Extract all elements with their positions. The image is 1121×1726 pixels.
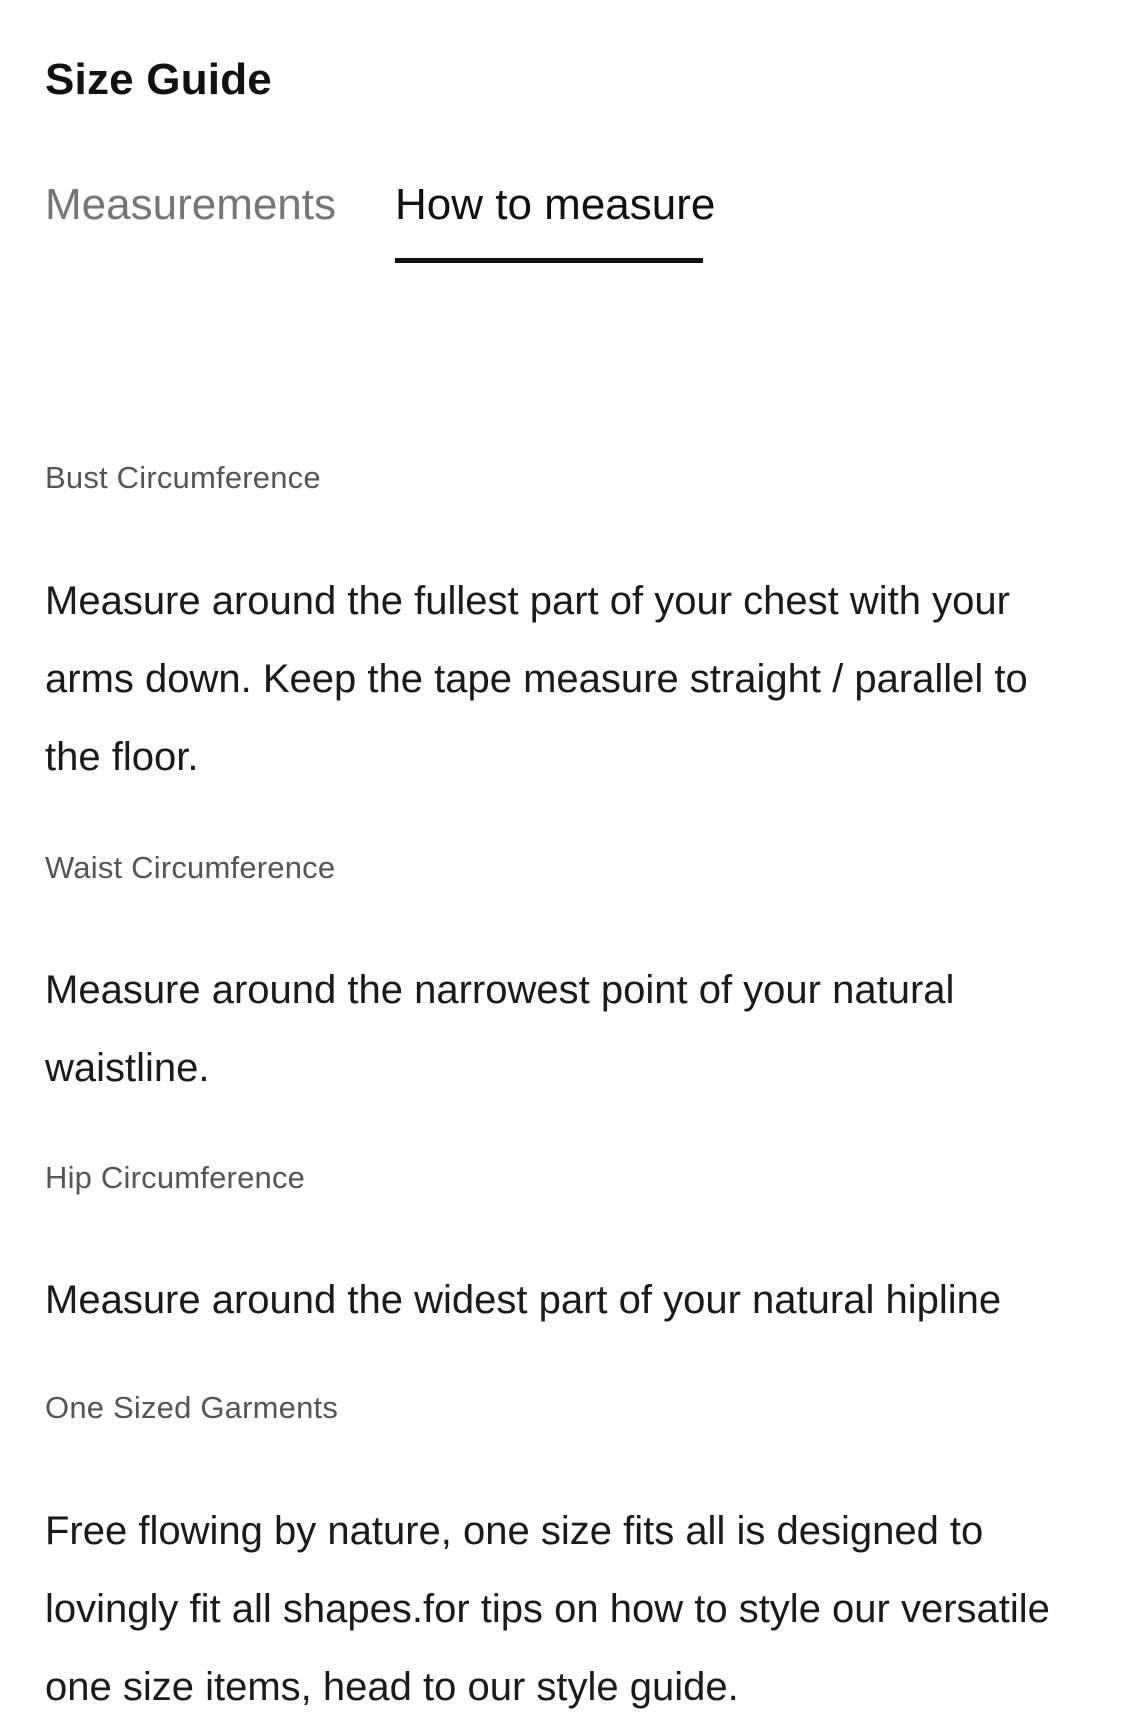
tab-how-to-measure[interactable]: How to measure [395, 175, 715, 235]
one-size-heading: One Sized Garments [45, 1390, 339, 1425]
close-button[interactable] [1026, 30, 1076, 140]
waist-description: Measure around the narrowest point of your natural waistline. [45, 968, 955, 1090]
active-tab-indicator [395, 258, 703, 263]
bust-description: Measure around the fullest part of your chest with your arms down. Keep the tape measure straight / parallel to the floor. [45, 579, 1028, 779]
tab-measurements[interactable]: Measurements [45, 175, 336, 235]
page-title: Size Guide [45, 55, 272, 104]
bust-heading: Bust Circumference [45, 460, 321, 495]
hip-description: Measure around the widest part of your natural hipline [45, 1278, 1002, 1322]
hip-heading: Hip Circumference [45, 1160, 306, 1195]
one-size-description: Free flowing by nature, one size fits all is designed to lovingly fit all shapes.for tips on how to style our versatile one size items, head to our style guide. [45, 1509, 1050, 1709]
header [45, 0, 1076, 150]
tab-bar [45, 150, 1076, 270]
waist-heading: Waist Circumference [45, 850, 336, 885]
